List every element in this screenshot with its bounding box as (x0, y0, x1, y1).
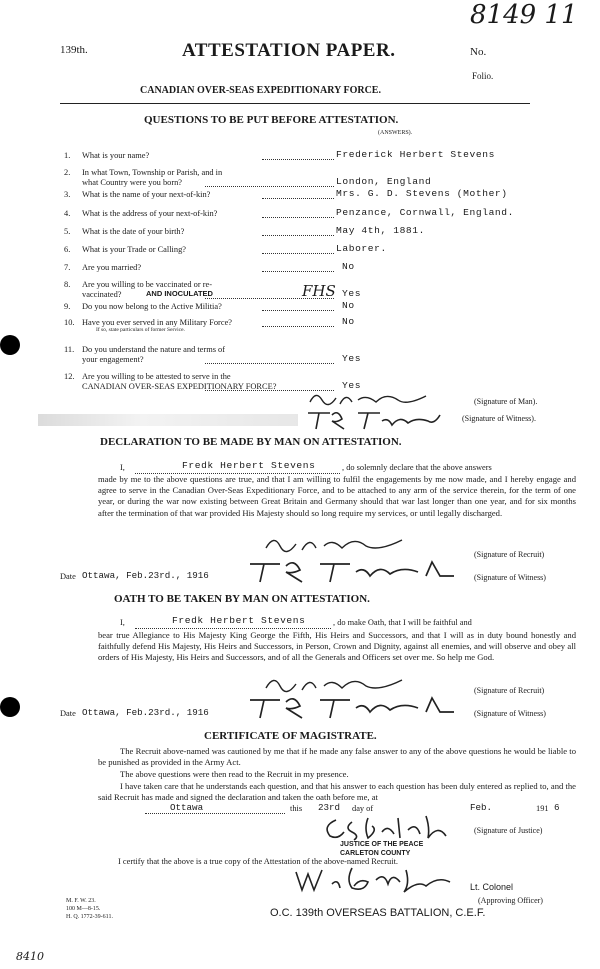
stamp-justice-line2: CARLETON COUNTY (340, 850, 411, 857)
question-number: 2. (64, 168, 71, 177)
form-code-3: H. Q. 1772-39-611. (66, 914, 113, 920)
question-number: 6. (64, 245, 71, 254)
question-answer: Mrs. G. D. Stevens (Mother) (336, 188, 508, 199)
oath-sig-recruit-label: (Signature of Recruit) (474, 686, 545, 695)
oath-heading: OATH TO BE TAKEN BY MAN ON ATTESTATION. (114, 593, 370, 605)
signature-officer (288, 862, 458, 903)
form-code-2: 100 M—8-15. (66, 906, 101, 912)
question-leader (205, 186, 334, 187)
question-text: What is your name? (82, 151, 150, 160)
cert-day: 23rd (318, 802, 341, 813)
smudge (38, 414, 298, 426)
declaration-name: Fredk Herbert Stevens (182, 460, 316, 471)
question-answer: London, England (336, 176, 432, 187)
q8-initials: FHS (302, 282, 336, 300)
question-leader (262, 198, 334, 199)
question-text: your engagement? (82, 355, 144, 364)
question-leader (262, 271, 334, 272)
oath-sig-witness-label: (Signature of Witness) (474, 709, 546, 718)
question-text: What is your Trade or Calling? (82, 245, 186, 254)
oath-body: bear true Allegiance to His Majesty King George the Fifth, His Heirs and Successors, and that I will as in duty bound honestly and faithfully defend His Majesty, His Heirs and Successors, in Person, Crown and Dignity, against all enemies, and will observe and obey all orders of His Majesty, His Heirs and Successors, and of all the Generals and Officers set over me. So help me God. (98, 630, 576, 663)
force-title: CANADIAN OVER-SEAS EXPEDITIONARY FORCE. (140, 85, 381, 96)
signature-witness-q (304, 407, 444, 438)
oath-date-prefix: Date (60, 709, 76, 718)
question-leader (205, 363, 334, 364)
stamp-battalion: O.C. 139th OVERSEAS BATTALION, C.E.F. (270, 907, 486, 919)
decl-date-prefix: Date (60, 572, 76, 581)
question-text: Are you willing to be attested to serve in the (82, 372, 231, 381)
declaration-heading: DECLARATION TO BE MADE BY MAN ON ATTESTATION. (100, 436, 402, 448)
decl-sig-recruit-label: (Signature of Recruit) (474, 550, 545, 559)
question-text: what Country were you born? (82, 178, 183, 187)
decl-date-value: Ottawa, Feb.23rd., 1916 (82, 570, 209, 581)
question-answer: No (342, 261, 355, 272)
question-answer: No (342, 316, 355, 327)
cert-place: Ottawa (170, 802, 204, 813)
question-number: 9. (64, 302, 71, 311)
question-number: 8. (64, 280, 71, 289)
oath-pre: I, (120, 618, 125, 627)
certificate-para1: The Recruit above-named was cautioned by me that if he made any false answer to any of the above questions he would be liable to be punished as provided in the Army Act. (98, 746, 576, 768)
cert-sig-justice-label: (Signature of Justice) (474, 826, 543, 835)
question-answer: Yes (342, 380, 362, 391)
question-number: 5. (64, 227, 71, 236)
question-answer: Penzance, Cornwall, England. (336, 207, 515, 218)
question-answer: Yes (342, 353, 362, 364)
question-number: 1. (64, 151, 71, 160)
questions-heading: QUESTIONS TO BE PUT BEFORE ATTESTATION. (144, 114, 399, 126)
cert-officer-label: (Approving Officer) (478, 896, 543, 905)
answers-label: (ANSWERS). (378, 130, 413, 136)
certificate-heading: CERTIFICATE OF MAGISTRATE. (204, 730, 377, 742)
oath-date-value: Ottawa, Feb.23rd., 1916 (82, 707, 209, 718)
question-leader (262, 217, 334, 218)
folio-label: Folio. (472, 71, 494, 81)
signature-witness-decl (246, 556, 466, 589)
question-answer: May 4th, 1881. (336, 225, 426, 236)
question-text: Are you married? (82, 263, 142, 272)
sig-man-label: (Signature of Man). (474, 397, 538, 406)
question-number: 11. (64, 345, 75, 354)
question-text: CANADIAN OVER-SEAS EXPEDITIONARY FORCE? (82, 382, 277, 391)
punch-hole-top (0, 335, 20, 355)
question-number: 7. (64, 263, 71, 272)
question-number: 10. (64, 318, 75, 327)
no-label: No. (470, 46, 487, 58)
cert-month: Feb. (470, 802, 493, 813)
unit-number: 139th. (60, 44, 88, 56)
question-leader (262, 235, 334, 236)
question-leader (262, 310, 334, 311)
question-answer: Laborer. (336, 243, 387, 254)
cert-day-of: day of (352, 804, 374, 813)
cert-certify: I certify that the above is a true copy of the Attestation of the above-named Recruit. (118, 857, 398, 866)
question-text: Do you understand the nature and terms of (82, 345, 226, 354)
cert-this-label: this (290, 804, 303, 813)
question-leader (262, 326, 334, 327)
cert-year-prefix: 191 (536, 804, 549, 813)
question-text: Do you now belong to the Active Militia? (82, 302, 222, 311)
cert-lt-col: Lt. Colonel (470, 882, 514, 892)
question-text: What is the name of your next-of-kin? (82, 190, 211, 199)
oath-name: Fredk Herbert Stevens (172, 615, 306, 626)
stamp-justice-line1: JUSTICE OF THE PEACE (340, 841, 424, 848)
question-number: 12. (64, 372, 75, 381)
punch-hole-bottom (0, 697, 20, 717)
question-leader (262, 159, 334, 160)
sig-witness-label: (Signature of Witness). (462, 414, 536, 423)
question-answer: Yes (342, 288, 362, 299)
question-number: 4. (64, 209, 71, 218)
question-text: What is the date of your birth? (82, 227, 185, 236)
archive-number: 8149 11 (470, 0, 578, 30)
corner-mark: 8410 (16, 950, 44, 963)
certificate-para3: I have taken care that he understands each question, and that his answer to each question has been duly entered as replied to, and the said Recruit has made and signed the declaration and taken the oath before me, at (98, 781, 576, 803)
question-answer: Frederick Herbert Stevens (336, 149, 495, 160)
form-code-1: M. F. W. 23. (66, 898, 96, 904)
question-answer: No (342, 300, 355, 311)
declaration-pre: I, (120, 463, 125, 472)
question-number: 3. (64, 190, 71, 199)
cert-year-suffix: 6 (554, 802, 560, 813)
question-text: In what Town, Township or Parish, and in (82, 168, 223, 177)
document-title: ATTESTATION PAPER. (182, 40, 396, 61)
question-text: What is the address of your next-of-kin? (82, 209, 218, 218)
header-rule (60, 103, 530, 104)
oath-text1: , do make Oath, that I will be faithful and (333, 618, 472, 627)
question-leader (262, 253, 334, 254)
question-text: Are you willing to be vaccinated or re- (82, 280, 212, 289)
question-note: If so, state particulars of former Service. (96, 327, 185, 333)
question-extra: AND INOCULATED (146, 289, 213, 298)
declaration-body: made by me to the above questions are true, and that I am willing to fulfil the engagements by me now made, and I hereby engage and agree to serve in the Canadian Over-Seas Expeditionary Force, and to be attached to any arm of the service therein, for the term of one year, or during the war now existing between Great Britain and Germany should that war last longer than one year, and for six months after the termination of that war provided His Majesty should so long require my services, or until legally discharged. (98, 474, 576, 518)
certificate-para2: The above questions were then read to the Recruit in my presence. (120, 769, 349, 779)
question-text: Have you ever served in any Military Force? (82, 318, 232, 327)
decl-sig-witness-label: (Signature of Witness) (474, 573, 546, 582)
signature-witness-oath (246, 692, 466, 725)
declaration-text1: , do solemnly declare that the above answers (342, 463, 492, 472)
question-text: vaccinated? (82, 290, 122, 299)
